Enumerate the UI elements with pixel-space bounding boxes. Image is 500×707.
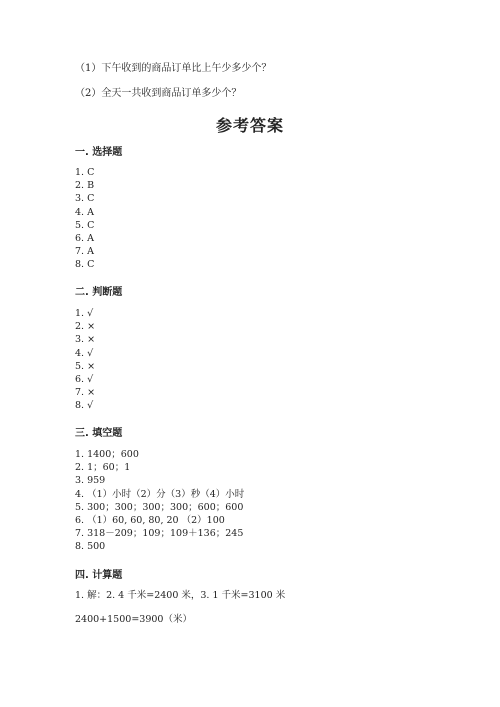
list-item: 6. A [75, 232, 94, 244]
list-item: 2. B [75, 180, 95, 192]
list-item: 6. （1）60, 60, 80, 20 （2）100 [75, 514, 225, 526]
section-heading-calc: 四. 计算题 [75, 570, 123, 581]
list-item: 4. A [75, 206, 94, 218]
list-item: 7. 318－209；109；109＋136；245 [75, 528, 244, 540]
list-item: 1. C [75, 167, 95, 178]
question-1: （1）下午收到的商品订单比上午少多少个？ [75, 63, 272, 74]
section-heading-judge: 二. 判断题 [75, 287, 123, 298]
list-item: 1. √ [75, 308, 94, 319]
list-item: 7. × [75, 387, 96, 399]
question-2: （2）全天一共收到商品订单多少个？ [75, 88, 242, 99]
list-item: 6. √ [75, 373, 94, 385]
list-item: 2. 1；60；1 [75, 462, 131, 474]
list-item: 1. 1400；600 [75, 449, 139, 460]
list-item: 5. 300；300；300；300；600；600 [75, 501, 244, 513]
list-item: 3. 959 [75, 475, 106, 487]
list-item: 3. C [75, 193, 95, 205]
list-item: 2. × [75, 321, 96, 333]
list-item: 5. × [75, 360, 96, 372]
list-item: 5. C [75, 219, 95, 231]
list-item: 4. √ [75, 347, 94, 359]
list-item: 8. 500 [75, 541, 106, 553]
list-item: 3. × [75, 334, 96, 346]
calc-line-2: 2400+1500=3900（米） [75, 614, 192, 625]
list-item: 7. A [75, 246, 94, 258]
list-item: 8. √ [75, 400, 94, 412]
page-title: 参考答案 [215, 116, 284, 135]
section-heading-fill: 三. 填空题 [75, 428, 123, 439]
answer-list-judge [75, 307, 95, 413]
calc-line-1: 1. 解：2. 4 千米=2400 米，3. 1 千米=3100 米 [75, 590, 286, 601]
section-heading-choice: 一. 选择题 [75, 147, 123, 158]
list-item: 4. （1）小时（2）分（3）秒（4）小时 [75, 488, 245, 500]
answer-list-choice [75, 166, 94, 272]
list-item: 8. C [75, 259, 95, 271]
answer-list-fill [75, 448, 244, 554]
